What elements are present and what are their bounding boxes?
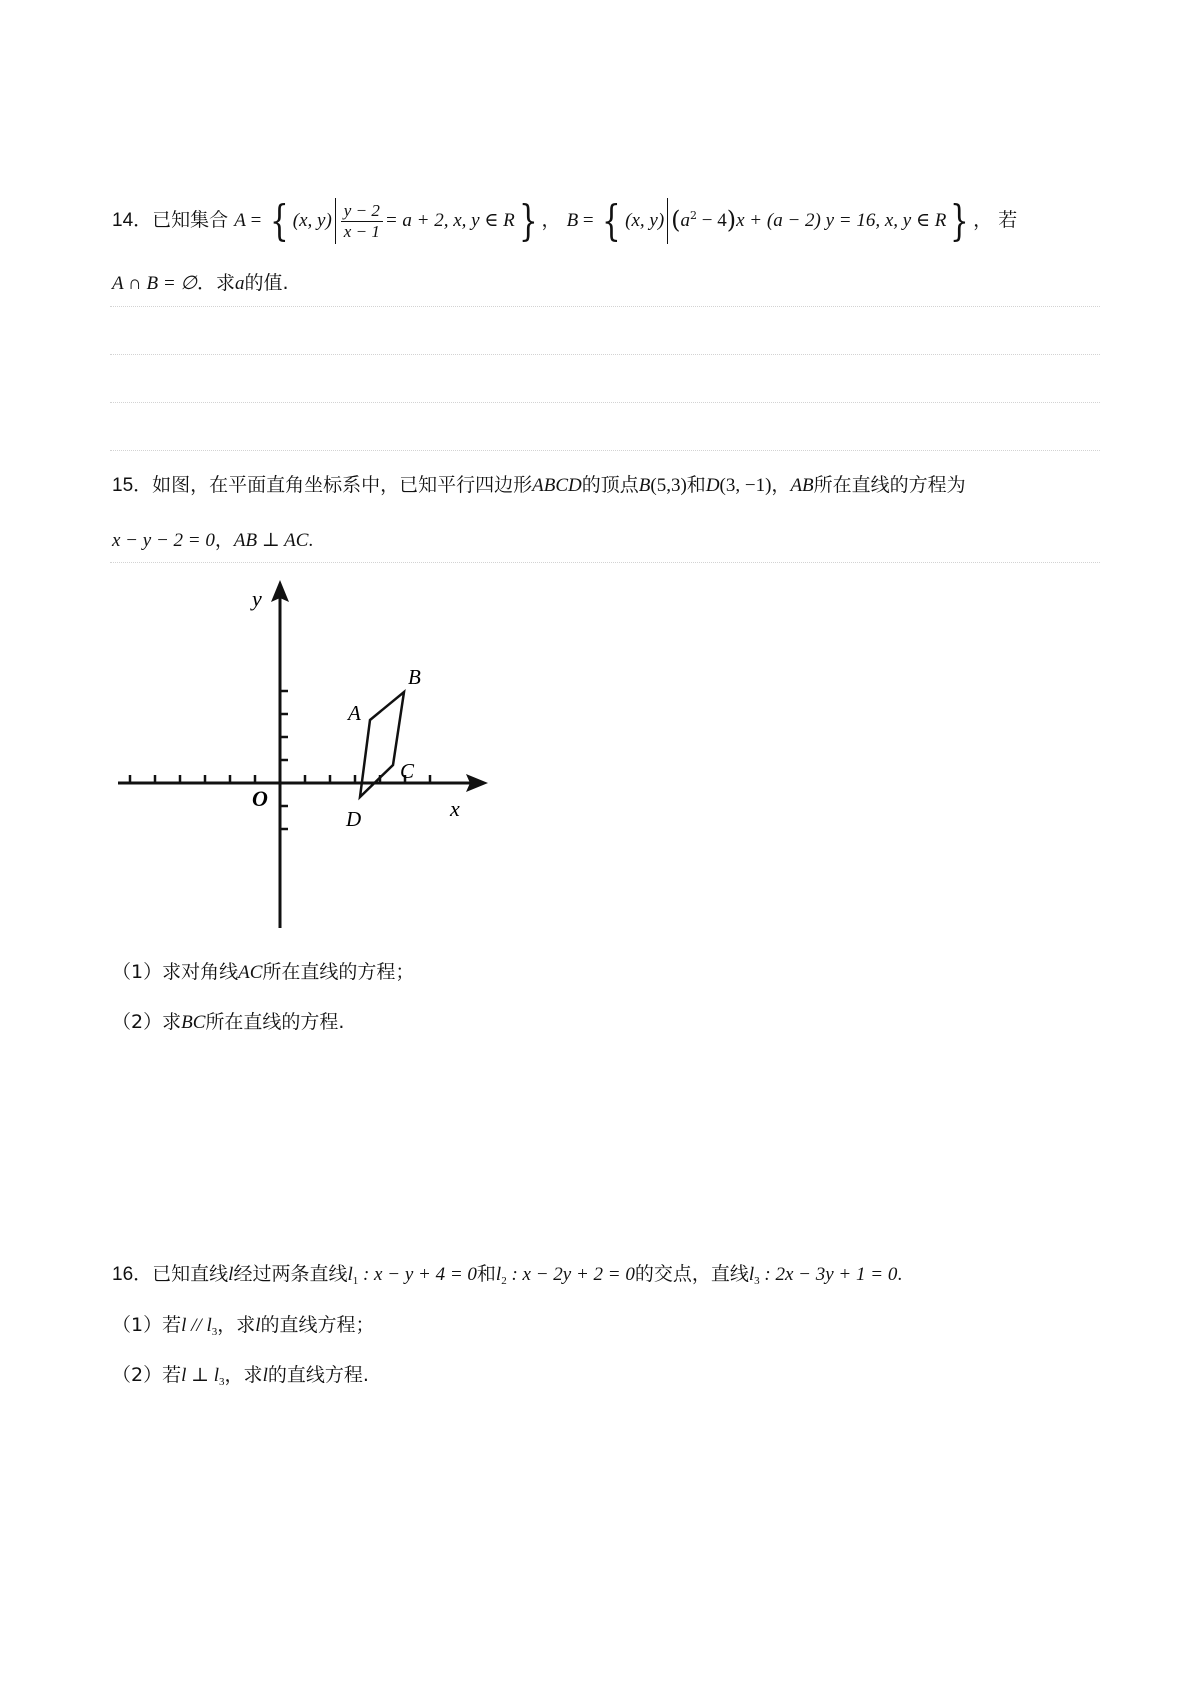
set-a-pair: (x, y) — [292, 210, 332, 231]
comma-2: ， — [973, 209, 993, 231]
coord-b: (5,3) — [650, 475, 687, 496]
segment-ac: AC — [238, 962, 263, 983]
set-b-condition: x + (a − 2) y = 16, x, y ∈ R — [736, 210, 947, 231]
subscript: 3 — [219, 1376, 225, 1388]
he: 和 — [686, 474, 706, 496]
minus-four: − 4 — [697, 210, 727, 231]
part-text: 求对角线 — [162, 961, 239, 983]
l3-equation: : 2x − 3y + 1 = 0 — [759, 1264, 898, 1285]
answer-line — [110, 306, 1100, 307]
q14-number: 14． — [112, 210, 153, 231]
line-l3: l — [748, 1264, 755, 1285]
parallelogram-name: ABCD — [532, 475, 582, 496]
q14-line-2 — [112, 271, 289, 296]
subscript: 1 — [352, 1275, 359, 1287]
q16-line-1 — [112, 1262, 902, 1293]
set-b-pair: (x, y) — [625, 210, 665, 231]
right-brace-b: } — [950, 196, 970, 245]
point-b: B — [638, 475, 651, 496]
a-squared: a — [680, 210, 691, 231]
part-number: （1） — [112, 1314, 163, 1336]
part-text-end: 的直线方程. — [267, 1364, 369, 1386]
part-text-end: 的直线方程； — [260, 1314, 375, 1336]
label-c: C — [400, 759, 415, 783]
q15-text-3: 所在直线的方程为 — [813, 474, 966, 496]
q16-text-1: 已知直线 — [152, 1263, 229, 1285]
subscript: 2 — [501, 1275, 507, 1287]
left-brace-b: { — [602, 196, 622, 245]
part-text-end: 所在直线的方程. — [205, 1011, 345, 1033]
part-text-end: 所在直线的方程； — [262, 961, 415, 983]
part-number: （1） — [112, 961, 163, 983]
q15-line-2 — [112, 528, 313, 553]
set-a-fraction — [341, 201, 383, 242]
q16-number: 16． — [112, 1264, 153, 1285]
frac-denominator: x − 1 — [343, 221, 380, 241]
subscript: 3 — [754, 1275, 760, 1287]
q15-text-1: 如图，在平面直角坐标系中，已知平行四边形 — [152, 474, 533, 496]
set-bar-b — [667, 198, 668, 244]
comma: ， — [214, 529, 234, 551]
intersection-expr: A ∩ B = ∅ — [112, 273, 197, 294]
q16-part-1 — [112, 1313, 375, 1344]
answer-line — [110, 354, 1100, 355]
set-a-condition: = a + 2, x, y ∈ R — [384, 210, 515, 231]
line-l: l — [255, 1315, 261, 1336]
q14-end: 的值. — [244, 272, 289, 294]
right-brace: } — [518, 196, 538, 245]
ab-equation: x − y − 2 = 0 — [112, 530, 215, 551]
period: . — [897, 1264, 903, 1285]
q14-qiu: ．求 — [196, 272, 235, 294]
comma: ， — [541, 209, 561, 231]
parallel-relation: l // l — [181, 1315, 212, 1336]
coordinate-figure — [110, 580, 500, 940]
perp-relation: AB ⊥ AC — [233, 530, 309, 551]
line-l: l — [228, 1264, 234, 1285]
left-brace: { — [270, 196, 289, 245]
he: 和 — [476, 1263, 496, 1285]
period: . — [308, 530, 314, 551]
label-x: x — [450, 796, 460, 821]
q15-number: 15． — [112, 475, 153, 496]
q15-line-1 — [112, 473, 966, 498]
subscript: 3 — [211, 1326, 218, 1338]
q14-ruo: 若 — [998, 209, 1018, 231]
point-d: D — [705, 475, 720, 496]
q16-text-3: 的交点，直线 — [634, 1263, 749, 1285]
set-b-name: B — [566, 210, 579, 231]
parallelogram-abcd — [360, 692, 404, 797]
q15-part-2 — [112, 1010, 344, 1035]
answer-line — [110, 402, 1100, 403]
q14-line-1: 14．已知集合 A = { (x, y) $\frac{y - 2}{x - 1}$ = a + 2, x, y ∈ R} ， B = { (x, y) $(a^2 - 4)x + (a - 2) y = 16$, x, y ∈ R} ， 若 — [112, 196, 1018, 245]
q15-text-2: 的顶点 — [581, 474, 639, 496]
q16-text-2: 经过两条直线 — [233, 1263, 348, 1285]
line-l2: l — [495, 1264, 502, 1285]
part-text: 求 — [162, 1011, 182, 1033]
coord-d: (3, −1) — [719, 475, 772, 496]
part-ruo: 若 — [162, 1364, 182, 1386]
label-origin: O — [252, 786, 268, 811]
set-bar — [335, 198, 336, 244]
part-number: （2） — [112, 1364, 163, 1386]
label-d: D — [346, 807, 362, 831]
var-a: a — [234, 273, 245, 294]
label-y: y — [252, 586, 262, 611]
label-a: A — [348, 701, 361, 725]
segment-ab: AB — [790, 475, 814, 496]
sq-exponent: 2 — [690, 209, 698, 222]
answer-line — [110, 450, 1100, 451]
part-ruo: 若 — [162, 1314, 182, 1336]
comma: ， — [771, 474, 791, 496]
q15-part-1 — [112, 960, 414, 985]
part-number: （2） — [112, 1011, 163, 1033]
l2-equation: : x − 2y + 2 = 0 — [506, 1264, 635, 1285]
label-b: B — [408, 665, 421, 689]
l1-equation: : x − y + 4 = 0 — [358, 1264, 477, 1285]
part-text: ，求 — [217, 1314, 256, 1336]
answer-line — [110, 562, 1100, 563]
q14-intro: 已知集合 — [152, 209, 229, 231]
line-l1: l — [347, 1264, 353, 1285]
q16-part-2 — [112, 1363, 369, 1394]
set-a-name: A — [234, 210, 246, 231]
part-text: ，求 — [224, 1364, 263, 1386]
perp-relation: l ⊥ l — [181, 1365, 220, 1386]
frac-numerator: y − 2 — [341, 201, 383, 222]
segment-bc: BC — [181, 1012, 206, 1033]
line-l: l — [262, 1365, 268, 1386]
